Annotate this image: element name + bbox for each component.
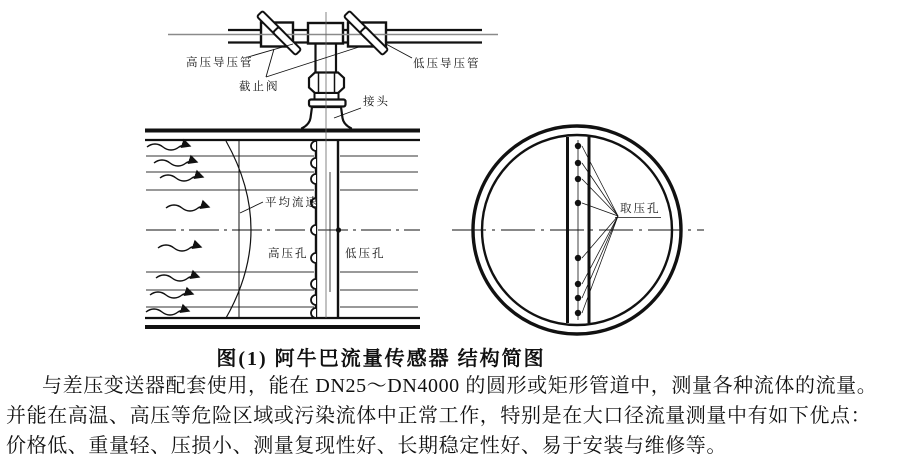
label-stop-valve: 截止阀 (239, 81, 280, 93)
pipe-cross-section-view (452, 126, 704, 334)
label-pressure-tap-hole: 取压孔 (620, 203, 661, 215)
label-low-pressure-impulse-pipe: 低压导压管 (413, 58, 481, 70)
label-average-velocity: 平均流速 (265, 197, 319, 209)
body-text-line-3: 价格低、重量轻、压损小、测量复现性好、长期稳定性好、易于安装与维修等。 (6, 435, 727, 457)
tee-block (308, 23, 343, 44)
body-text-line-2: 并能在高温、高压等危险区域或污染流体中正常工作，特别是在大口径流量测量中有如下优点： (6, 405, 872, 427)
label-high-pressure-impulse-pipe: 高压导压管 (186, 57, 254, 69)
label-joint: 接头 (363, 96, 390, 108)
figure-caption: 图(1) 阿牛巴流量传感器 结构简图 (216, 348, 546, 370)
body-text-line-1: 与差压变送器配套使用，能在 DN25～DN4000 的圆形或矩形管道中，测量各种流体的流量。 (42, 375, 878, 397)
connector-joint (302, 73, 351, 130)
pipe-side-view (145, 131, 420, 328)
label-high-pressure-hole: 高压孔 (268, 248, 309, 260)
label-low-pressure-hole: 低压孔 (345, 248, 386, 260)
flange-lip (309, 100, 346, 107)
mounting-bell (302, 107, 351, 130)
hex-nut (309, 73, 344, 94)
downstream-center-hole (336, 227, 341, 232)
streamlines (146, 156, 418, 307)
